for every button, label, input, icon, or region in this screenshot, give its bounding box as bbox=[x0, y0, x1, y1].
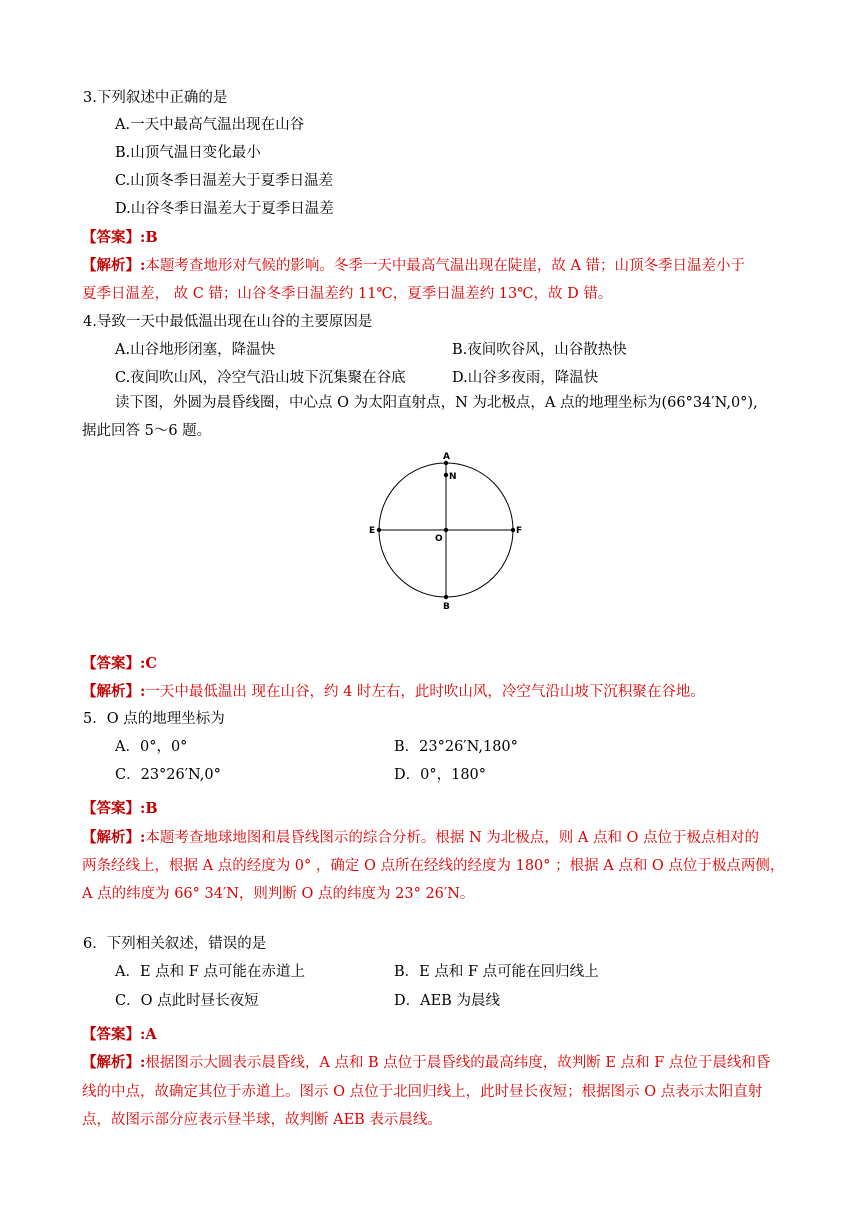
q6-analysis bbox=[82, 1053, 770, 1073]
q4-option-b: B.夜间吹谷风，山谷散热快 bbox=[452, 342, 627, 358]
intro-line: 据此回答 5～6 题。 bbox=[82, 423, 212, 439]
q5-analysis bbox=[82, 828, 759, 848]
q3-option-d: D.山谷冬季日温差大于夏季日温差 bbox=[115, 201, 334, 217]
q5-stem: 5．O 点的地理坐标为 bbox=[83, 711, 225, 727]
answer-tag: 【答案】: bbox=[82, 655, 146, 672]
answer-value: C bbox=[145, 655, 157, 672]
q4-option-d: D.山谷多夜雨，降温快 bbox=[452, 370, 599, 386]
q4-answer bbox=[82, 654, 157, 674]
analysis-line: 一天中最低温出 现在山谷，约 4 时左右，此时吹山风，冷空气沿山坡下沉积聚在谷地。 bbox=[145, 684, 705, 700]
q5-option-c: C．23°26′N,0° bbox=[115, 767, 221, 783]
q5-option-b: B．23°26′N,180° bbox=[394, 739, 518, 755]
label-n: N bbox=[449, 472, 457, 482]
q5-option-a: A．0°，0° bbox=[115, 739, 188, 755]
label-e: E bbox=[369, 526, 376, 536]
analysis-tag: 【解析】: bbox=[82, 1054, 146, 1071]
answer-value: A bbox=[145, 1026, 157, 1043]
point-n bbox=[444, 473, 448, 477]
q3-option-c: C.山顶冬季日温差大于夏季日温差 bbox=[115, 173, 334, 189]
intro-line: 读下图，外圆为晨昏线圈，中心点 O 为太阳直射点，N 为北极点，A 点的地理坐标为(66°34′N,0°), bbox=[115, 395, 758, 411]
q6-answer bbox=[82, 1025, 157, 1045]
point-b bbox=[444, 595, 448, 599]
point-e bbox=[377, 528, 381, 532]
q3-analysis bbox=[82, 256, 745, 276]
label-o: O bbox=[435, 534, 443, 544]
point-f bbox=[511, 528, 515, 532]
label-b: B bbox=[443, 602, 450, 612]
q4-option-c: C.夜间吹山风，冷空气沿山坡下沉集聚在谷底 bbox=[115, 370, 406, 386]
answer-tag: 【答案】: bbox=[82, 800, 146, 817]
q3-option-a: A.一天中最高气温出现在山谷 bbox=[115, 117, 305, 133]
q5-option-d: D．0°，180° bbox=[394, 767, 487, 783]
q3-stem: 3.下列叙述中正确的是 bbox=[83, 90, 228, 106]
q6-stem: 6．下列相关叙述，错误的是 bbox=[83, 936, 267, 952]
point-o bbox=[444, 528, 448, 532]
analysis-tag: 【解析】: bbox=[82, 829, 146, 846]
q3-option-b: B.山顶气温日变化最小 bbox=[115, 145, 261, 161]
analysis-line: 本题考查地球地图和晨昏线图示的综合分析。根据 N 为北极点，则 A 点和 O 点位于极点相对的 bbox=[145, 830, 760, 846]
analysis-line: 根据图示大圆表示晨昏线，A 点和 B 点位于晨昏线的最高纬度，故判断 E 点和 F 点位于晨线和昏 bbox=[145, 1055, 771, 1071]
label-f: F bbox=[516, 526, 523, 536]
q6-option-b: B．E 点和 F 点可能在回归线上 bbox=[394, 964, 599, 980]
q5-answer bbox=[82, 799, 158, 819]
analysis-line: 两条经线上，根据 A 点的经度为 0° ，确定 O 点所在经线的经度为 180° ；根据 A 点和 O 点位于极点两侧， bbox=[82, 858, 785, 874]
analysis-tag: 【解析】: bbox=[82, 257, 146, 274]
answer-value: B bbox=[145, 800, 158, 817]
q4-analysis bbox=[82, 682, 705, 702]
analysis-line: 线的中点，故确定其位于赤道上。图示 O 点位于北回归线上，此时昼长夜短；根据图示 O 点表示太阳直射 bbox=[82, 1084, 763, 1100]
analysis-tag: 【解析】: bbox=[82, 683, 146, 700]
answer-value: B bbox=[145, 229, 158, 246]
q6-option-a: A．E 点和 F 点可能在赤道上 bbox=[115, 964, 305, 980]
label-a: A bbox=[443, 452, 450, 462]
analysis-line: 夏季日温差， 故 C 错；山谷冬季日温差约 11℃，夏季日温差约 13℃，故 D 错。 bbox=[82, 286, 613, 302]
analysis-line: 点，故图示部分应表示昼半球，故判断 AEB 表示晨线。 bbox=[82, 1112, 442, 1128]
q4-option-a: A.山谷地形闭塞，降温快 bbox=[115, 342, 276, 358]
terminator-circle-diagram bbox=[360, 448, 530, 618]
analysis-line: A 点的纬度为 66° 34′N，则判断 O 点的纬度为 23° 26′N。 bbox=[82, 886, 475, 902]
answer-tag: 【答案】: bbox=[82, 229, 146, 246]
answer-tag: 【答案】: bbox=[82, 1026, 146, 1043]
analysis-line: 本题考查地形对气候的影响。冬季一天中最高气温出现在陡崖，故 A 错；山顶冬季日温差小于 bbox=[145, 258, 746, 274]
q3-answer bbox=[82, 228, 158, 248]
q6-option-d: D．AEB 为晨线 bbox=[394, 993, 500, 1009]
q4-stem: 4.导致一天中最低温出现在山谷的主要原因是 bbox=[83, 314, 373, 330]
q6-option-c: C．O 点此时昼长夜短 bbox=[115, 993, 259, 1009]
